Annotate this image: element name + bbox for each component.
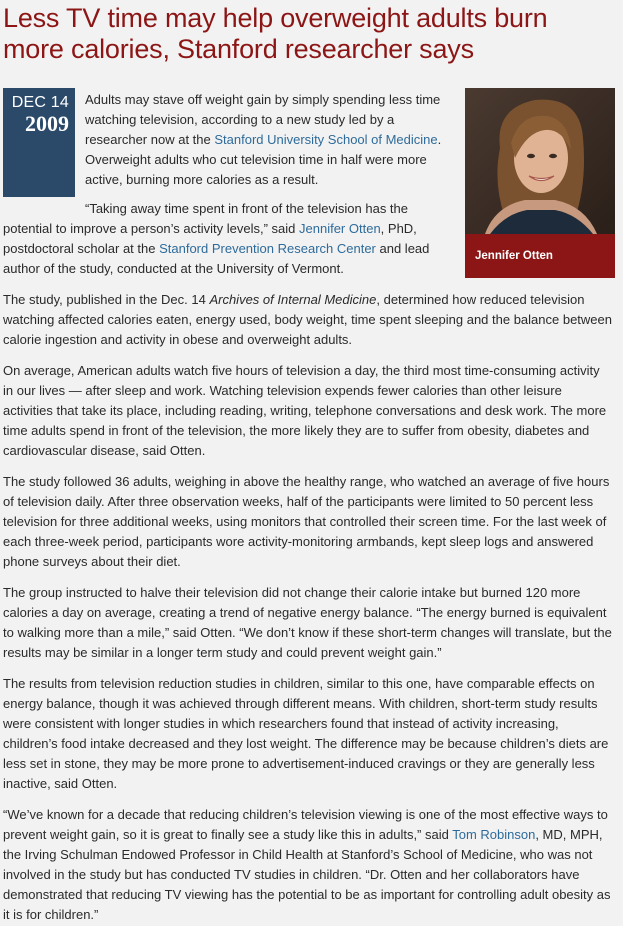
paragraph-text: and lead author of the study, conducted at the University of Vermont. <box>3 241 430 276</box>
paragraph-text: , MD, MPH, the Irving Schulman Endowed Professor in Child Health at Stanford’s School of Medicine, who was not involved in the study but has conducted TV studies in children. “Dr. Otten and her collaborators have demonstrated that reducing TV viewing has the potential to be as important for controlling adult obesity as it is for children.” <box>3 827 611 922</box>
paragraph-4: On average, American adults watch five hours of television a day, the third most time-consuming activity in our lives — after sleep and work. Watching television expends fewer calories than other leisure activities that take its place, including reading, writing, telephone conversations and desk work. The more time adults spend in front of the television, the more likely they are to suffer from obesity, diabetes and cardiovascular disease, said Otten. <box>3 363 607 458</box>
paragraph-text: The study, published in the Dec. 14 <box>3 292 210 307</box>
paragraph-text: Adults may stave off weight gain by simply spending less time watching television, according to a new study led by a researcher now at the <box>85 92 441 147</box>
paragraph-1 <box>85 90 455 190</box>
photo-caption: Jennifer Otten <box>465 234 615 278</box>
paragraph-text: “Taking away time spent in front of the television has the potential to improve a person’s activity levels,” said <box>3 201 409 236</box>
journal-title: Archives of Internal Medicine <box>209 292 377 307</box>
paragraph-text: , PhD, postdoctoral scholar at the <box>3 221 417 256</box>
date-box <box>3 88 75 197</box>
portrait-image <box>465 88 615 234</box>
date-year: 2009 <box>25 111 69 136</box>
paragraph-3 <box>3 290 613 350</box>
paragraph-5: The study followed 36 adults, weighing in above the healthy range, who watched an average of five hours of television daily. After three observation weeks, half of the participants were limited to 50 percent less television for three additional weeks, using monitors that controlled their screen time. For the last week of each three-week period, participants wore activity-monitoring armbands, kept sleep logs and answered phone surveys about their diet. <box>3 474 610 569</box>
date-month-day: DEC 14 <box>11 94 69 111</box>
paragraph-text: “We’ve known for a decade that reducing children’s television viewing is one of the most effective ways to prevent weight gain, so it is great to finally see a study like this in adults,” said <box>3 807 608 842</box>
link-stanford-school-of-medicine[interactable]: Stanford University School of Medicine <box>214 132 438 147</box>
link-tom-robinson[interactable]: Tom Robinson <box>452 827 536 842</box>
paragraph-8 <box>3 805 618 925</box>
headline: Less TV time may help overweight adults burn more calories, Stanford researcher says <box>3 3 548 64</box>
link-stanford-prevention-research-center[interactable]: Stanford Prevention Research Center <box>159 241 376 256</box>
paragraph-2 <box>3 199 458 279</box>
paragraph-7: The results from television reduction studies in children, similar to this one, have comparable effects on energy balance, though it was achieved through different means. With children, short-term study results were consistent with longer studies in which researchers found that instead of activity increasing, children’s food intake decreased and they lost weight. The difference may be because children’s diets are less set in stone, they may be more prone to advertisement-induced cravings or they are generally less inactive, said Otten. <box>3 676 609 791</box>
link-jennifer-otten[interactable]: Jennifer Otten <box>299 221 381 236</box>
paragraph-text: . Overweight adults who cut television time in half were more active, burning more calories as a result. <box>85 132 442 187</box>
paragraph-text: , determined how reduced television watching affected calories eaten, energy used, body weight, time spent sleeping and the balance between calorie ingestion and activity in obese and overweight adults. <box>3 292 613 347</box>
paragraph-6: The group instructed to halve their television did not change their calorie intake but burned 120 more calories a day on average, creating a trend of negative energy balance. “The energy burned is equivalent to walking more than a mile,” said Otten. “We don’t know if these short-term changes will translate, but the results may be similar in a longer term study and could prevent weight gain.” <box>3 585 612 660</box>
